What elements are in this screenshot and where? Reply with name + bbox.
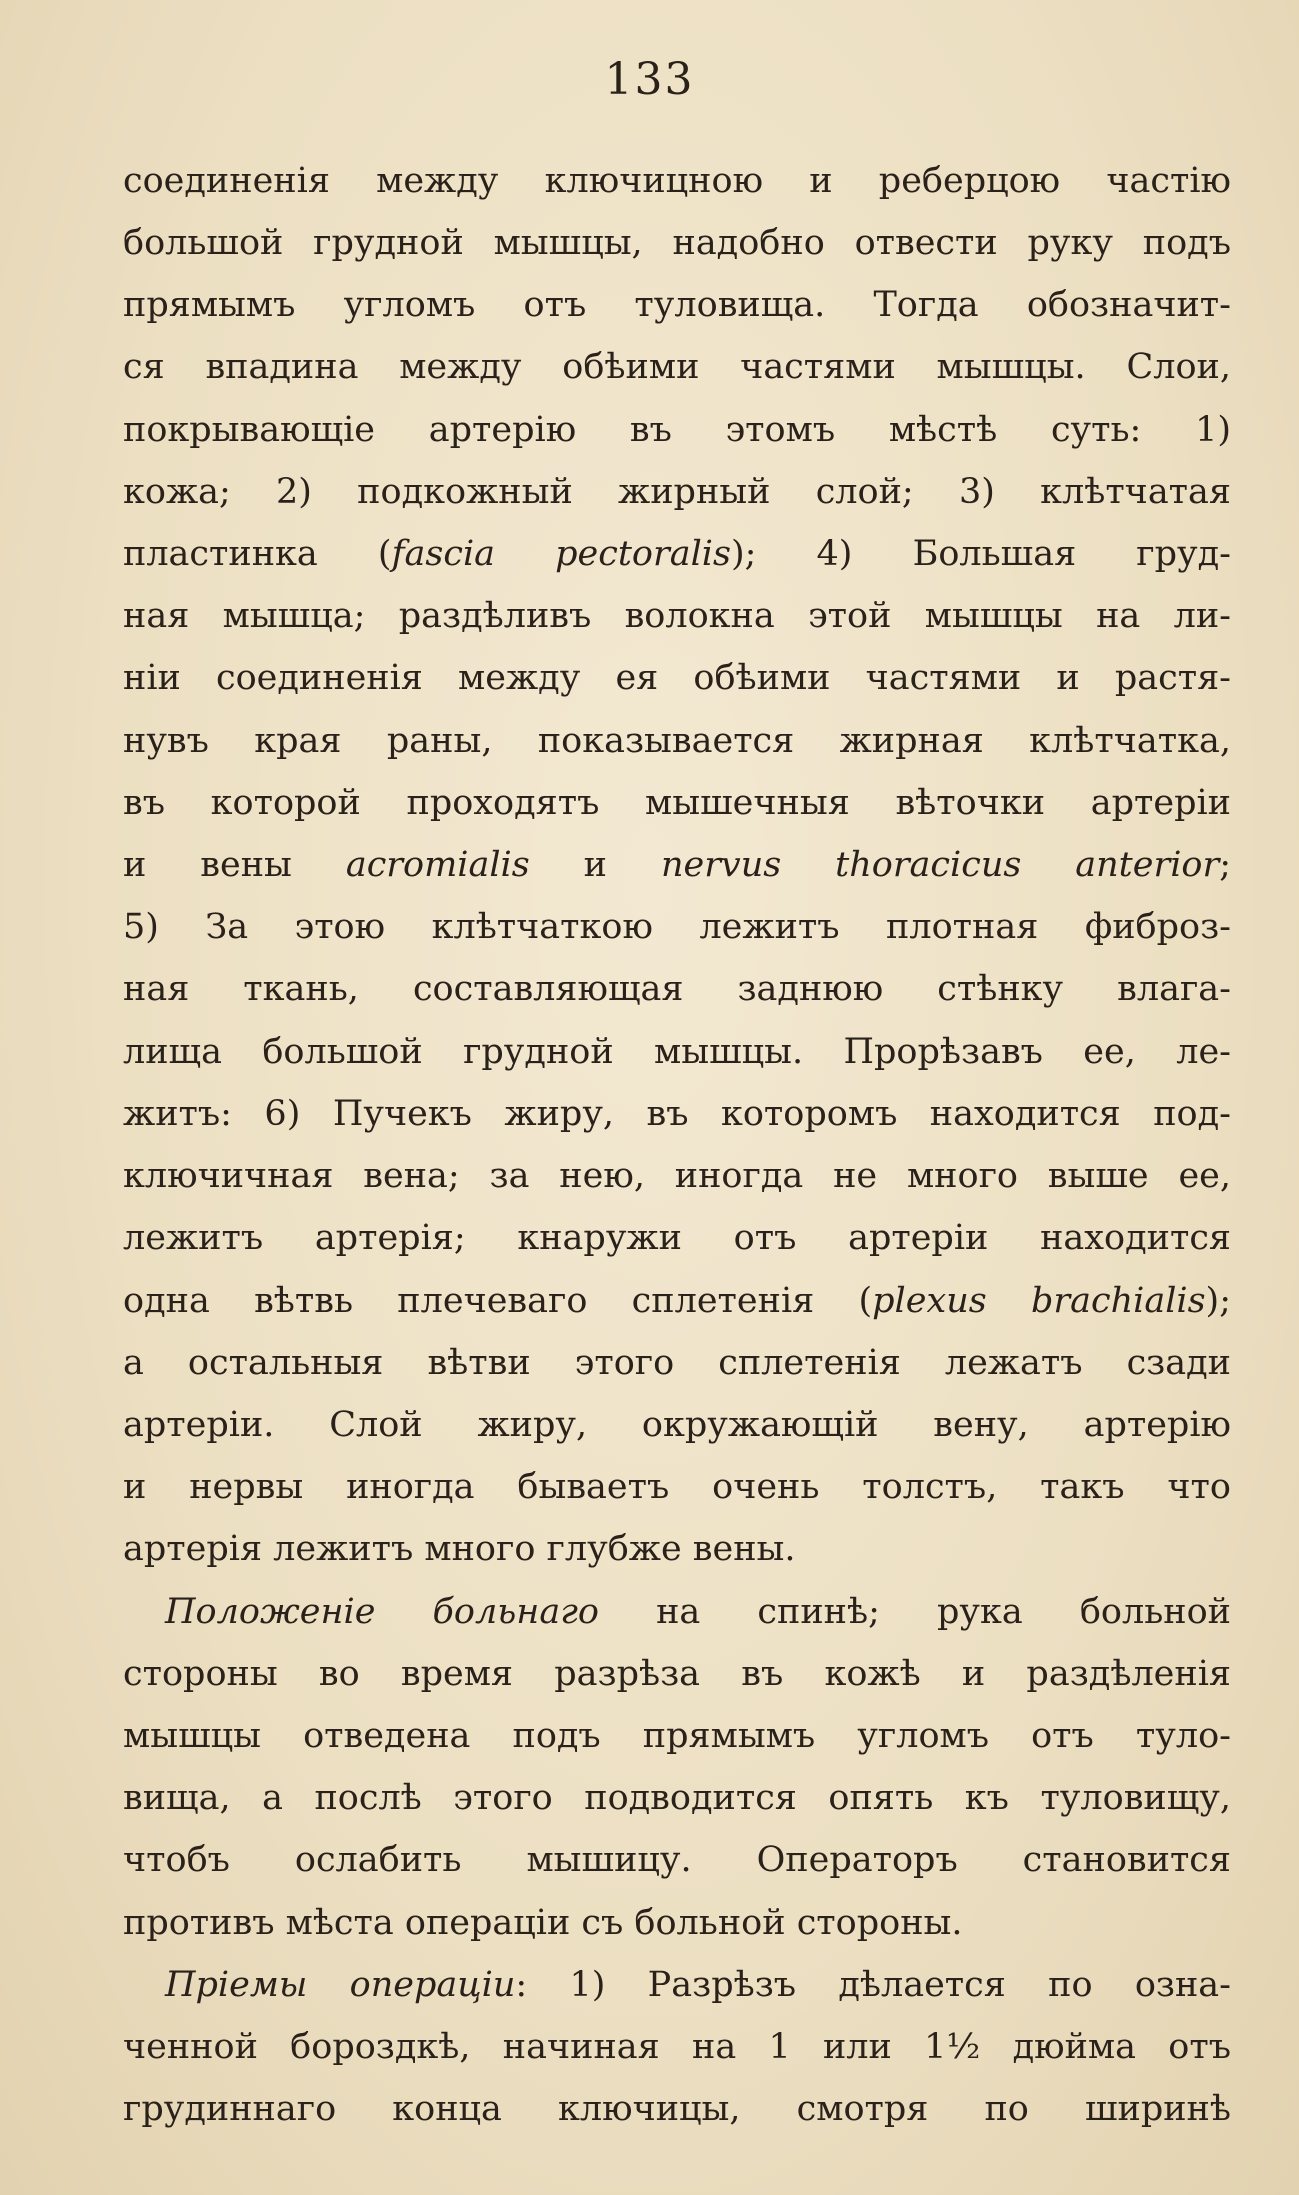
text-line: соединенія между ключицною и реберцою частію [123, 161, 1231, 201]
text-line: стороны во время разрѣза въ кожѣ и раздѣленія [123, 1654, 1231, 1694]
text-line: вища, а послѣ этого подводится опять къ туловищу, [123, 1778, 1231, 1818]
text-line: житъ: 6) Пучекъ жиру, въ которомъ находится под- [123, 1094, 1231, 1134]
text-line: Положеніе больнаго на спинѣ; рука больной [165, 1592, 1231, 1632]
text-line: чтобъ ослабить мышицу. Операторъ становится [123, 1840, 1231, 1880]
text-line: ная мышца; раздѣливъ волокна этой мышцы на ли- [123, 596, 1231, 636]
text-line: ніи соединенія между ея обѣими частями и растя- [123, 658, 1231, 698]
text-line: мышцы отведена подъ прямымъ угломъ отъ туло- [123, 1716, 1231, 1756]
text-line: противъ мѣста операціи съ больной стороны. [123, 1903, 963, 1943]
text-line: ключичная вена; за нею, иногда не много выше ее, [123, 1156, 1231, 1196]
text-line: и нервы иногда бываетъ очень толстъ, такъ что [123, 1467, 1231, 1507]
text-line: въ которой проходятъ мышечныя вѣточки артеріи [123, 783, 1231, 823]
text-line: артеріи. Слой жиру, окружающій вену, артерію [123, 1405, 1231, 1445]
text-line: одна вѣтвь плечеваго сплетенія (plexus brachialis); [123, 1281, 1231, 1321]
text-line: ная ткань, составляющая заднюю стѣнку влага- [123, 969, 1231, 1009]
text-line: кожа; 2) подкожный жирный слой; 3) клѣтчатая [123, 472, 1231, 512]
text-line: Пріемы операціи: 1) Разрѣзъ дѣлается по озна- [165, 1965, 1231, 2005]
text-line: нувъ края раны, показывается жирная клѣтчатка, [123, 721, 1231, 761]
text-line: ченной бороздкѣ, начиная на 1 или 1½ дюйма отъ [123, 2027, 1231, 2067]
text-line: и вены acromialis и nervus thoracicus anterior; [123, 845, 1231, 885]
text-line: прямымъ угломъ отъ туловища. Тогда обозначит- [123, 285, 1231, 325]
text-line: а остальныя вѣтви этого сплетенія лежатъ сзади [123, 1343, 1231, 1383]
text-line: лежитъ артерія; кнаружи отъ артеріи находится [123, 1218, 1231, 1258]
text-line: большой грудной мышцы, надобно отвести руку подъ [123, 223, 1231, 263]
text-line: артерія лежитъ много глубже вены. [123, 1529, 796, 1569]
page-number: 133 [604, 54, 695, 105]
text-line: 5) За этою клѣтчаткою лежитъ плотная фиброз- [123, 907, 1231, 947]
text-line: покрывающіе артерію въ этомъ мѣстѣ суть: 1) [123, 410, 1231, 450]
text-line: ся впадина между обѣими частями мышцы. Слои, [123, 347, 1231, 387]
text-line: лища большой грудной мышцы. Прорѣзавъ ее, ле- [123, 1032, 1231, 1072]
text-line: грудиннаго конца ключицы, смотря по ширинѣ [123, 2089, 1231, 2129]
text-line: пластинка (fascia pectoralis); 4) Большая груд- [123, 534, 1232, 574]
